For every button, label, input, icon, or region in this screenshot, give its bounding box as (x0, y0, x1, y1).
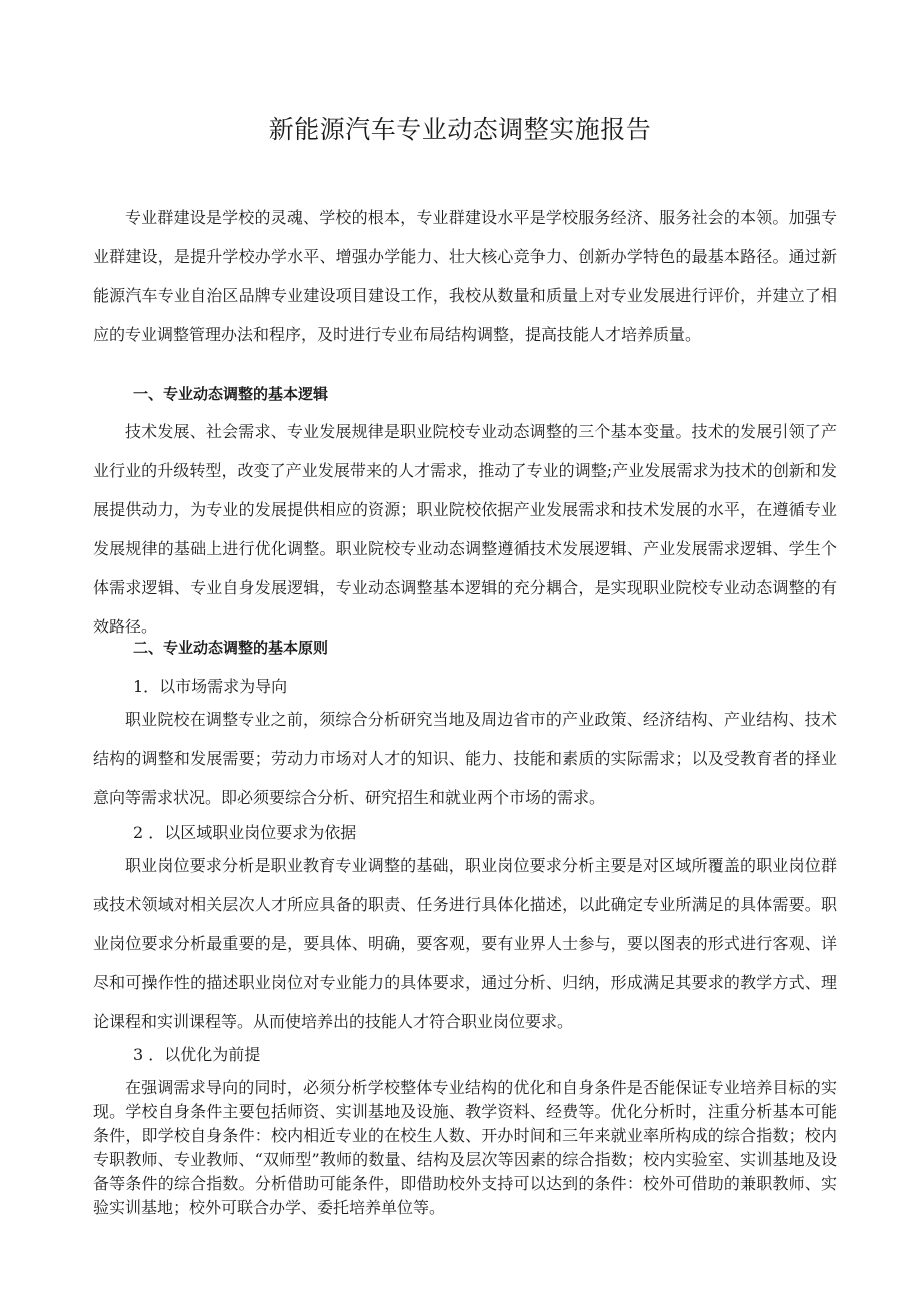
principle-2-paragraph: 职业岗位要求分析是职业教育专业调整的基础，职业岗位要求分析主要是对区域所覆盖的职业岗位群或技术领域对相关层次人才所应具备的职责、任务进行具体化描述，以此确定专业所满足的具体需要。职业岗位要求分析最重要的是，要具体、明确，要客观，要有业界人士参与，要以图表的形式进行客观、详尽和可操作性的描述职业岗位对专业能力的具体要求，通过分析、归纳，形成满足其要求的教学方式、理论课程和实训课程等。从而使培养出的技能人才符合职业岗位要求。 (93, 856, 837, 1031)
principle-2-heading: 2 ．以区域职业岗位要求为依据 (133, 823, 357, 842)
intro-paragraph: 专业群建设是学校的灵魂、学校的根本，专业群建设水平是学校服务经济、服务社会的本领。加强专业群建设，是提升学校办学水平、增强办学能力、壮大核心竞争力、创新办学特色的最基本路径。通过新能源汽车专业自治区品牌专业建设项目建设工作，我校从数量和质量上对专业发展进行评价，并建立了相应的专业调整管理办法和程序，及时进行专业布局结构调整，提高技能人才培养质量。 (93, 208, 837, 344)
section-1-paragraph: 技术发展、社会需求、专业发展规律是职业院校专业动态调整的三个基本变量。技术的发展引领了产业行业的升级转型，改变了产业发展带来的人才需求，推动了专业的调整;产业发展需求为技术的创新和发展提供动力，为专业的发展提供相应的资源；职业院校依据产业发展需求和技术发展的水平，在遵循专业发展规律的基础上进行优化调整。职业院校专业动态调整遵循技术发展逻辑、产业发展需求逻辑、学生个体需求逻辑、专业自身发展逻辑，专业动态调整基本逻辑的充分耦合，是实现职业院校专业动态调整的有效路径。 (93, 422, 837, 636)
principle-1-heading: 1．以市场需求为导向 (133, 677, 288, 696)
principle-3-heading: 3 ．以优化为前提 (133, 1045, 261, 1064)
principle-1-paragraph: 职业院校在调整专业之前，须综合分析研究当地及周边省市的产业政策、经济结构、产业结构、技术结构的调整和发展需要；劳动力市场对人才的知识、能力、技能和素质的实际需求；以及受教育者的择业意向等需求状况。即必须要综合分析、研究招生和就业两个市场的需求。 (93, 710, 837, 807)
section-1-heading: 一、专业动态调整的基本逻辑 (133, 385, 329, 403)
principle-3-paragraph: 在强调需求导向的同时，必须分析学校整体专业结构的优化和自身条件是否能保证专业培养目标的实现。学校自身条件主要包括师资、实训基地及设施、教学资料、经费等。优化分析时，注重分析基本可能条件，即学校自身条件：校内相近专业的在校生人数、开办时间和三年来就业率所构成的综合指数；校内专职教师、专业教师、“双师型”教师的数量、结构及层次等因素的综合指数；校内实验室、实训基地及设备等条件的综合指数。分析借助可能条件，即借助校外支持可以达到的条件：校外可借助的兼职教师、实验实训基地；校外可联合办学、委托培养单位等。 (93, 1078, 837, 1217)
document-title: 新能源汽车专业动态调整实施报告 (268, 115, 652, 144)
section-2-heading: 二、专业动态调整的基本原则 (133, 639, 329, 657)
